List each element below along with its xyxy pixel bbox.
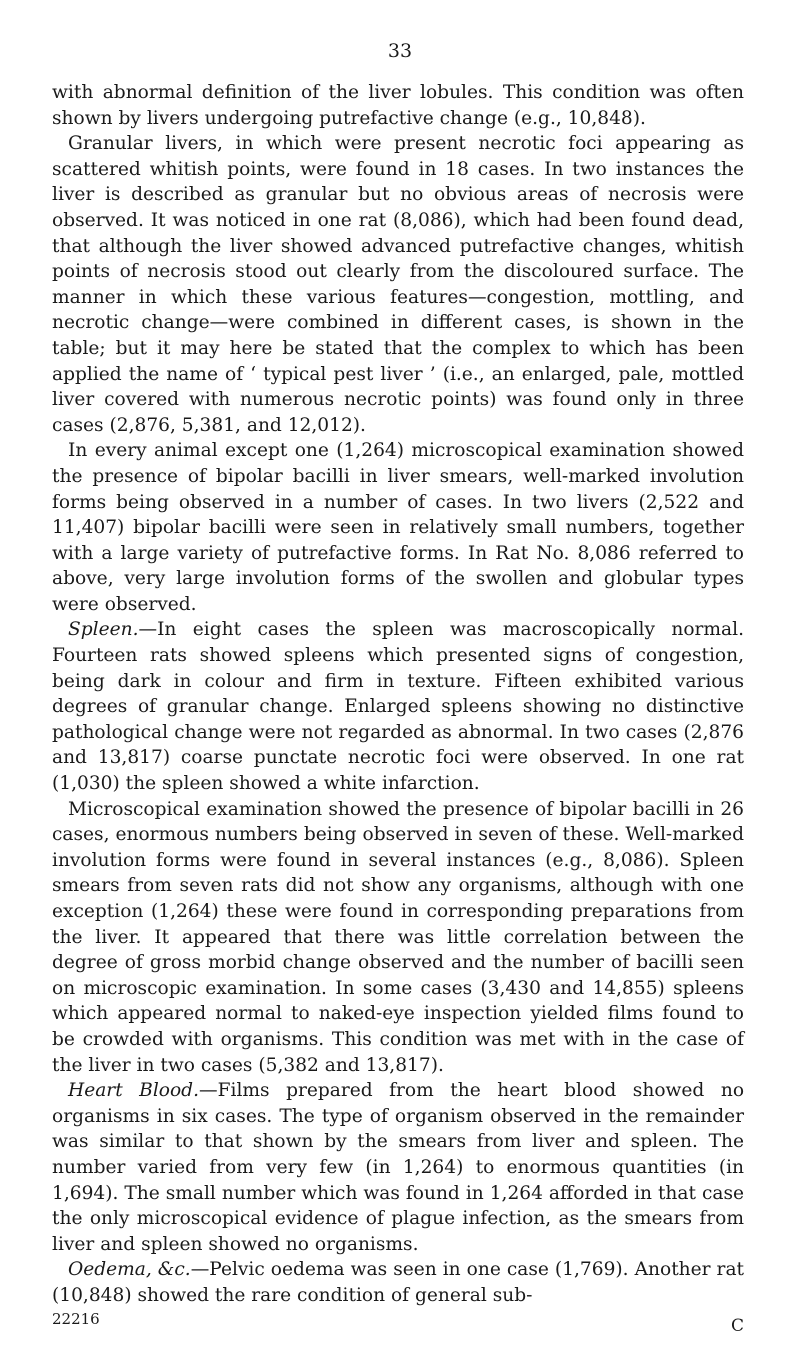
paragraph-liver-lobules [52,80,744,131]
paragraph-text: Microscopical examination showed the presence of bipolar bacilli in 26 cases, enormous numbers being observed in seven of these. Well-marked involution forms were found in several instances (e.g., 8,086). Spleen smears from seven rats did not show any organisms, although with one exception (1,264) these were found in corresponding preparations from the liver. It appeared that there was little correlation between the degree of gross morbid change observed and the number of bacilli seen on microscopic examination. In some cases (3,430 and 14,855) spleens which appeared normal to naked-eye inspection yielded films found to be crowded with organisms. This condition was met with in the case of the liver in two cases (5,382 and 13,817). [52,798,744,1076]
paragraph-text: Granular livers, in which were present necrotic foci appearing as scattered whitish points, were found in 18 cases. In two instances the liver is described as granular but no obvious areas of necrosis were observed. It was noticed in one rat (8,086), which had been found dead, that although the liver showed advanced putrefactive changes, whitish points of necrosis stood out clearly from the discoloured surface. The manner in which these various features—congestion, mottling, and necrotic change—were combined in different cases, is shown in the table; but it may here be stated that the complex to which has been applied the name of ‘ typical pest liver ’ (i.e., an enlarged, pale, mottled liver covered with numerous necrotic points) was found only in three cases (2,876, 5,381, and 12,012). [52,133,744,436]
section-heading-oedema: Oedema, &c. [68,1259,191,1281]
body-text [52,80,744,1309]
paragraph-text: In every animal except one (1,264) microscopical examination showed the presence of bipolar bacilli in liver smears, well-marked involution forms being observed in a number of cases. In two livers (2,522 and 11,407) bipolar bacilli were seen in relatively small numbers, together with a large variety of putrefactive forms. In Rat No. 8,086 referred to above, very large involution forms of the swollen and globular types were observed. [52,440,744,615]
paragraph-text: —In eight cases the spleen was macroscopically normal. Fourteen rats showed spleens which presented signs of congestion, being dark in colour and firm in texture. Fifteen exhibited various degrees of granular change. Enlarged spleens showing no distinctive pathological change were not regarded as abnormal. In two cases (2,876 and 13,817) coarse punctate necrotic foci were observed. In one rat (1,030) the spleen showed a white infarction. [52,619,744,795]
section-heading-heart-blood: Heart Blood. [68,1080,199,1102]
paragraph-spleen-microscopy [52,797,744,1079]
print-code: 22216 [52,1310,100,1328]
section-heading-spleen: Spleen. [68,619,139,641]
paragraph-granular-livers [52,131,744,438]
paragraph-heart-blood [52,1078,744,1257]
paragraph-text: —Pelvic oedema was seen in one case (1,769). Another rat (10,848) showed the rare condition of general sub- [52,1259,744,1306]
paragraph-liver-microscopy [52,438,744,617]
page-number: 33 [387,40,413,62]
signature-mark: C [730,1316,744,1336]
paragraph-oedema [52,1257,744,1308]
paragraph-spleen [52,617,744,796]
paragraph-text: —Films prepared from the heart blood showed no organisms in six cases. The type of organism observed in the remainder was similar to that shown by the smears from liver and spleen. The number varied from very few (in 1,264) to enormous quantities (in 1,694). The small number which was found in 1,264 afforded in that case the only microscopical evidence of plague infection, as the smears from liver and spleen showed no organisms. [52,1080,745,1255]
paragraph-text: with abnormal definition of the liver lobules. This condition was often shown by livers undergoing putrefactive change (e.g., 10,848). [52,82,744,129]
